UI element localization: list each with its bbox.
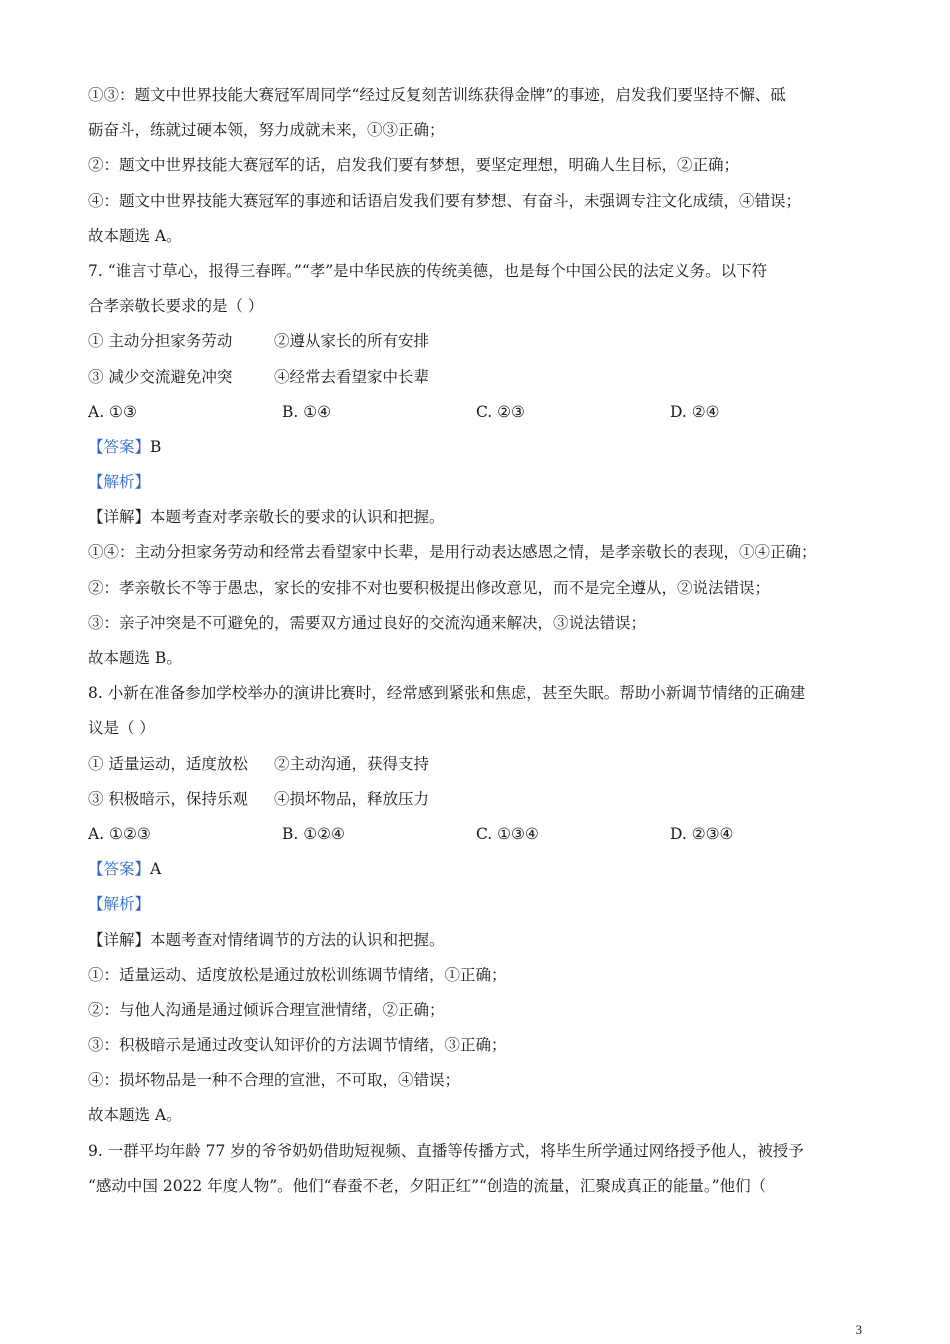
- question-stem: 议是（ ）: [88, 719, 155, 738]
- choice-b: B. ①②④: [282, 824, 345, 843]
- explain-line: ④：损坏物品是一种不合理的宣泄，不可取，④错误；: [88, 1071, 461, 1090]
- document-page: [88, 78, 868, 1204]
- detail-text: 本题考查对情绪调节的方法的认识和把握。: [150, 930, 445, 949]
- option-row: [88, 747, 868, 782]
- question-7: [88, 254, 868, 676]
- explain-line: ③：亲子冲突是不可避免的，需要双方通过良好的交流沟通来解决，③说法错误；: [88, 613, 647, 632]
- option-row: [88, 324, 868, 359]
- text-line: ④：题文中世界技能大赛冠军的事迹和话语启发我们要有梦想、有奋斗，未强调专注文化成绩，④错误；: [88, 191, 802, 210]
- choice-b: B. ①④: [282, 402, 332, 421]
- option-item: ②主动沟通，获得支持: [274, 754, 430, 773]
- choice-d: D. ②③④: [670, 824, 734, 843]
- text-line: ②：题文中世界技能大赛冠军的话，启发我们要有梦想，要坚定理想，明确人生目标，②正确；: [88, 156, 740, 175]
- option-item: ④经常去看望家中长辈: [274, 367, 430, 386]
- text-line: 砺奋斗，练就过硬本领，努力成就未来，①③正确；: [88, 121, 445, 140]
- detail-line: [88, 923, 868, 958]
- detail-text: 本题考查对孝亲敬长的要求的认识和把握。: [150, 508, 445, 527]
- answer-line: [88, 430, 868, 465]
- question-stem: 7. “谁言寸草心，报得三春晖。”“孝”是中华民族的传统美德，也是每个中国公民的法定义务。以下符: [88, 261, 768, 280]
- analysis-line: [88, 887, 868, 922]
- question-stem: 合孝亲敬长要求的是（ ）: [88, 297, 264, 316]
- question-stem: “感动中国 2022 年度人物”。他们“春蚕不老，夕阳正红”“创造的流量，汇聚成真正的能量。”他们（: [88, 1176, 767, 1195]
- detail-line: [88, 500, 868, 535]
- option-row: [88, 360, 868, 395]
- explain-line: ②：孝亲敬长不等于愚忠，家长的安排不对也要积极提出修改意见，而不是完全遵从，②说法错误；: [88, 578, 771, 597]
- option-item: ① 主动分担家务劳动: [88, 332, 233, 351]
- question-stem: 9. 一群平均年龄 77 岁的爷爷奶奶借助短视频、直播等传播方式，将毕生所学通过网络授予他人，被授予: [88, 1141, 804, 1160]
- answer-line: [88, 852, 868, 887]
- explain-line: ①：适量运动、适度放松是通过放松训练调节情绪，①正确；: [88, 965, 507, 984]
- detail-tag: 【详解】: [88, 508, 151, 527]
- text-line: 故本题选 A。: [88, 226, 182, 245]
- answer-value: B: [150, 437, 162, 456]
- prev-explanation: [88, 78, 868, 254]
- explain-line: 故本题选 A。: [88, 1106, 182, 1125]
- answer-tag: 【答案】: [88, 437, 151, 456]
- option-item: ③ 积极暗示，保持乐观: [88, 789, 248, 808]
- option-item: ④损坏物品，释放压力: [274, 789, 430, 808]
- answer-value: A: [150, 860, 162, 879]
- choice-a: A. ①③: [88, 402, 137, 421]
- choice-row: [88, 817, 868, 852]
- analysis-tag: 【解析】: [88, 895, 151, 914]
- question-8: [88, 676, 868, 1133]
- choice-a: A. ①②③: [88, 824, 151, 843]
- choice-d: D. ②④: [670, 402, 720, 421]
- explain-line: 故本题选 B。: [88, 649, 182, 667]
- answer-tag: 【答案】: [88, 860, 151, 879]
- page-number: 3: [855, 1322, 862, 1337]
- choice-row: [88, 395, 868, 430]
- explain-line: ③：积极暗示是通过改变认知评价的方法调节情绪，③正确；: [88, 1036, 507, 1055]
- explain-line: ②：与他人沟通是通过倾诉合理宣泄情绪，②正确；: [88, 1000, 445, 1019]
- option-item: ① 适量运动，适度放松: [88, 754, 248, 773]
- option-row: [88, 782, 868, 817]
- question-9: [88, 1134, 868, 1204]
- analysis-line: [88, 465, 868, 500]
- analysis-tag: 【解析】: [88, 473, 151, 492]
- choice-c: C. ②③: [476, 402, 525, 421]
- explain-line: ①④：主动分担家务劳动和经常去看望家中长辈，是用行动表达感恩之情，是孝亲敬长的表现，①④正确；: [88, 543, 817, 562]
- choice-c: C. ①③④: [476, 824, 539, 843]
- text-line: ①③：题文中世界技能大赛冠军周同学“经过反复刻苦训练获得金牌”的事迹，启发我们要坚持不懈、砥: [88, 86, 786, 104]
- detail-tag: 【详解】: [88, 930, 151, 949]
- question-stem: 8. 小新在准备参加学校举办的演讲比赛时，经常感到紧张和焦虑，甚至失眠。帮助小新调节情绪的正确建: [88, 684, 806, 703]
- option-item: ②遵从家长的所有安排: [274, 332, 430, 351]
- option-item: ③ 减少交流避免冲突: [88, 367, 233, 386]
